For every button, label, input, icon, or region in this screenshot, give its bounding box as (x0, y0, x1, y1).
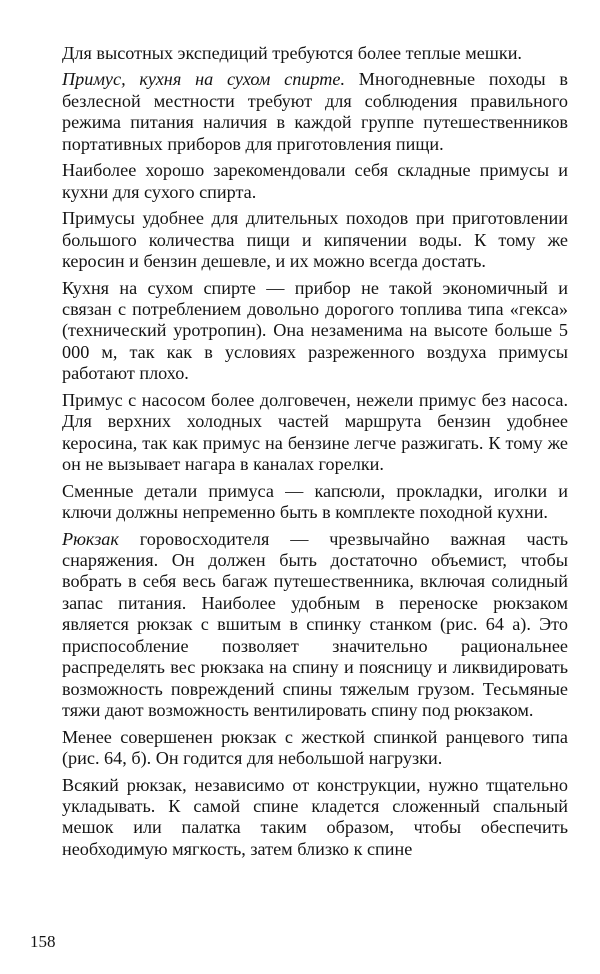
paragraph-text: Наиболее хорошо зарекомендовали себя складные примусы и кухни для сухого спирта. (62, 160, 568, 202)
paragraph-text: Примус с насосом более долговечен, нежели примус без насоса. Для верхних холодных частей маршрута бензин удобнее керосина, так как примус на бензине легче разжигать. К тому же он не вызывает нагара в каналах горелки. (62, 389, 568, 475)
paragraph-recommended (62, 160, 568, 203)
paragraph-text: Сменные детали примуса — капсюли, прокладки, иголки и ключи должны непременно быть в комплекте походной кухни. (62, 480, 568, 523)
paragraph-rigid-rucksack (62, 727, 568, 770)
paragraph-text: Многодневные походы в безлесной местности требуют для соблюдения правильного режима питания наличия в каждой группе путешественников портативных приборов для приготовления пищи. (62, 69, 568, 154)
body-text (62, 43, 568, 860)
paragraph-text: Для высотных экспедиций требуются более теплые мешки. (62, 43, 522, 63)
paragraph-primus-benefits (62, 208, 568, 272)
paragraph-text: Менее совершенен рюкзак с жесткой спинкой ранцевого типа (рис. 64, б). Он годится для небольшой нагрузки. (62, 726, 568, 769)
page-number: 158 (30, 932, 56, 951)
paragraph-packing (62, 775, 568, 861)
paragraph-rucksack (62, 529, 568, 722)
paragraph-text: Примусы удобнее для длительных походов при приготовлении большого количества пищи и кипячении воды. К тому же керосин и бензин дешевле, и их можно всегда достать. (62, 208, 568, 272)
paragraph-text: горовосходителя — чрезвычайно важная часть снаряжения. Он должен быть достаточно объемист, чтобы вобрать в себя весь багаж путешественника, включая солидный запас питания. Наиболее удобным в переноске рюкзаком является рюкзак с вшитым в спинку станком (рис. 64 а). Это приспособление позволяет значительно рациональнее распределять вес рюкзака на спину и поясницу и ликвидировать возможность повреждений спины тяжелым грузом. Тесьмяные тяжи дают возможность вентилировать спину под рюкзаком. (62, 528, 568, 721)
paragraph-dry-spirit-stove (62, 278, 568, 385)
paragraph-sleeping-bags (62, 43, 568, 64)
paragraph-text: Кухня на сухом спирте — прибор не такой экономичный и связан с потреблением довольно дорогого топлива типа «гекса» (технический уротропин). Она незаменима на высоте больше 5 000 м, так как в условиях разреженного воздуха примусы работают плохо. (62, 277, 568, 384)
paragraph-pump-primus (62, 390, 568, 476)
section-heading-primus: Примус, кухня на сухом спирте. (62, 69, 346, 90)
paragraph-primus-intro (62, 69, 568, 155)
paragraph-text: Всякий рюкзак, независимо от конструкции, нужно тщательно укладывать. К самой спине кладется сложенный спальный мешок или палатка таким образом, чтобы обеспечить необходимую мягкость, затем близко к спине (62, 774, 568, 859)
section-heading-rucksack: Рюкзак (62, 528, 119, 549)
paragraph-spare-parts (62, 481, 568, 524)
